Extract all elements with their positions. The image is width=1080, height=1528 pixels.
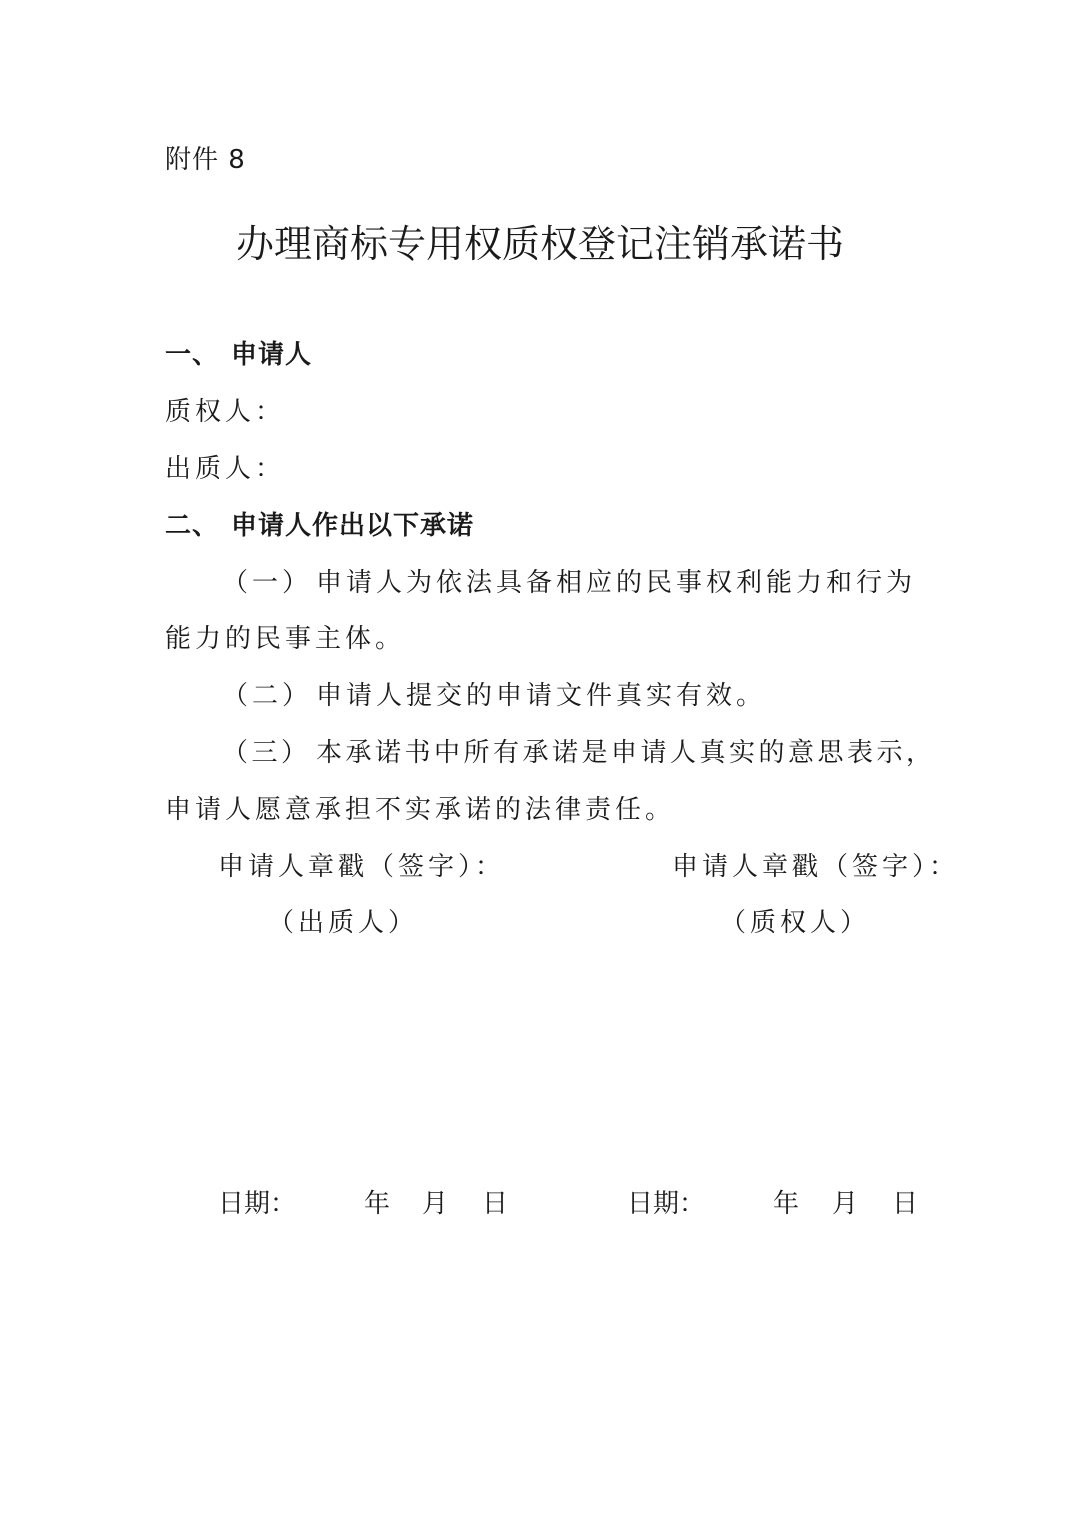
right-signature-role: （质权人） — [720, 908, 871, 938]
pledgor-label: 出质人： — [165, 454, 286, 484]
left-signature-role: （出质人） — [268, 908, 419, 938]
commitment-item-3-line-1 — [222, 735, 936, 771]
attachment-label: 附件 8 — [165, 145, 246, 175]
right-date-day: 日 — [892, 1189, 919, 1219]
right-date-label: 日期： — [627, 1189, 706, 1219]
commitment-item-1-line-1 — [222, 565, 916, 601]
commitment-item-1-number: （一） — [222, 568, 313, 598]
commitment-item-3-line-2: 申请人愿意承担不实承诺的法律责任。 — [165, 795, 676, 825]
section-1-number: 一、 — [165, 340, 220, 370]
right-date-year: 年 — [773, 1189, 800, 1219]
commitment-item-2-line-1 — [222, 678, 766, 714]
pledgee-label: 质权人： — [165, 397, 286, 427]
left-date-year: 年 — [364, 1189, 391, 1219]
commitment-item-3-text: 本承诺书中所有承诺是申请人真实的意思表示， — [316, 738, 936, 768]
commitment-item-3-number: （三） — [222, 738, 311, 768]
section-2-title: 申请人作出以下承诺 — [231, 511, 475, 541]
right-signature-label: 申请人章戳（签字）： — [672, 852, 960, 882]
section-1-title: 申请人 — [231, 340, 313, 370]
commitment-item-1-line-2: 能力的民事主体。 — [165, 624, 406, 654]
left-date-day: 日 — [482, 1189, 509, 1219]
commitment-item-2-number: （二） — [222, 681, 313, 711]
left-signature-label: 申请人章戳（签字）： — [218, 852, 506, 882]
section-2-heading — [165, 508, 474, 544]
commitment-item-2-text: 申请人提交的申请文件真实有效。 — [316, 681, 767, 711]
left-date-label: 日期： — [218, 1189, 297, 1219]
commitment-item-1-text: 申请人为依法具备相应的民事权利能力和行为 — [316, 568, 917, 598]
section-2-number: 二、 — [165, 511, 220, 541]
section-1-heading — [165, 337, 312, 373]
document-title: 办理商标专用权质权登记注销承诺书 — [235, 222, 844, 266]
left-date-month: 月 — [422, 1189, 449, 1219]
right-date-month: 月 — [832, 1189, 859, 1219]
